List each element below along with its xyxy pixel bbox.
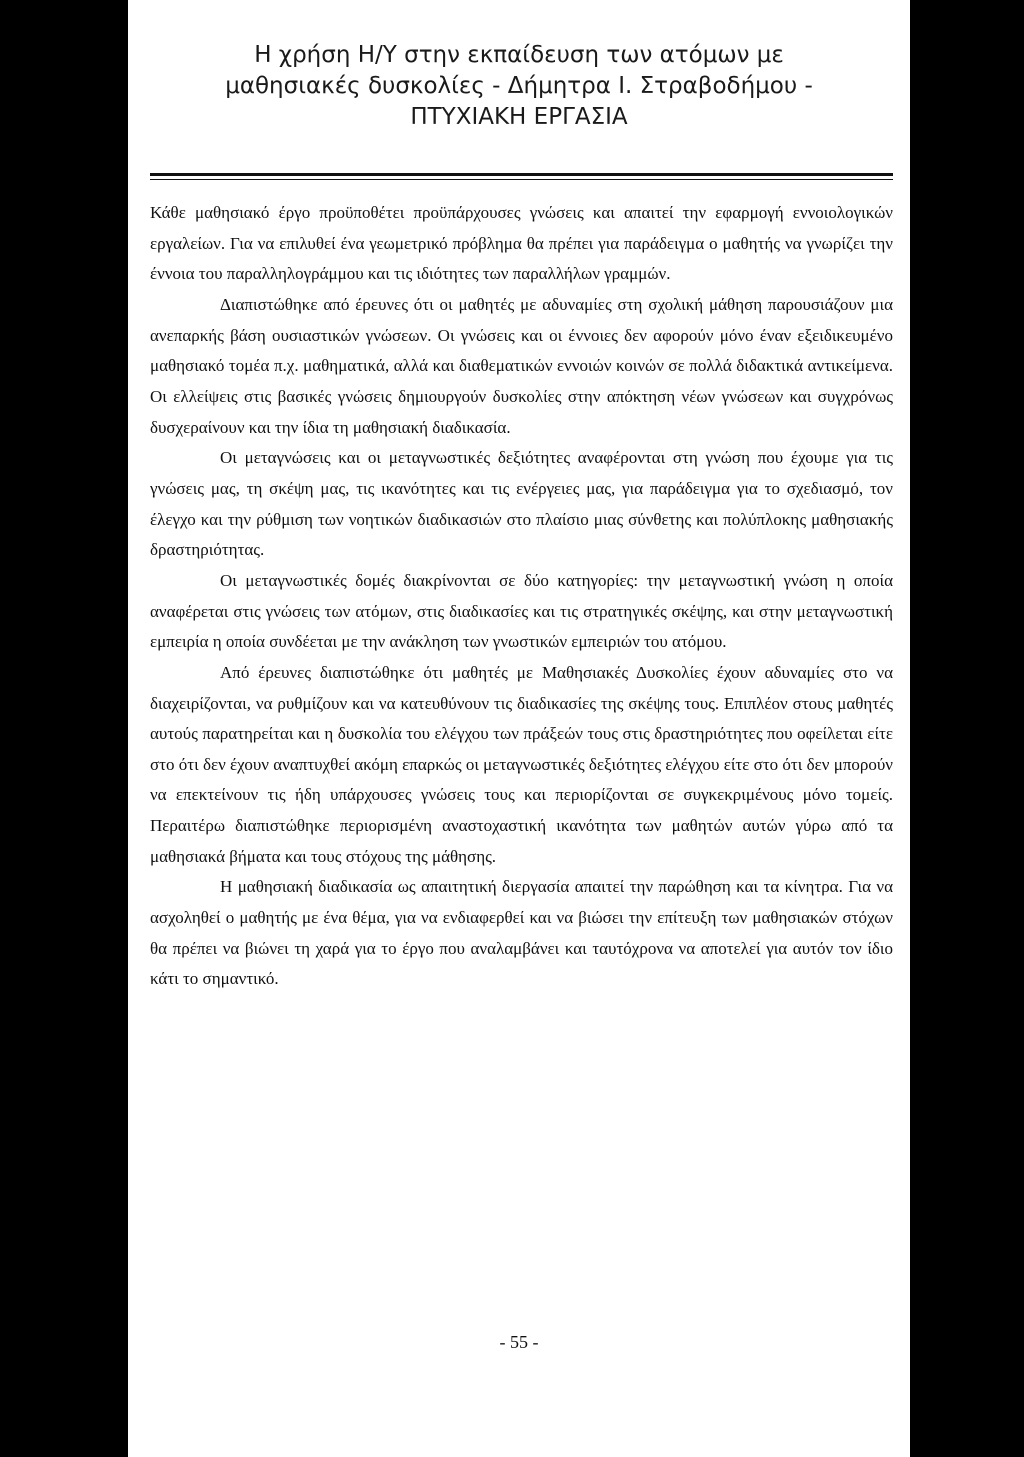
- header-line-3: ΠΤΥΧΙΑΚΗ ΕΡΓΑΣΙΑ: [410, 104, 628, 130]
- header-line-2: μαθησιακές δυσκολίες - Δήμητρα Ι. Στραβοδήμου -: [225, 73, 813, 99]
- paragraph-6: Η μαθησιακή διαδικασία ως απαιτητική διεργασία απαιτεί την παρώθηση και τα κίνητρα. Για να ασχοληθεί ο μαθητής με ένα θέμα, για να ενδιαφερθεί και να βιώσει την επίτευξη των μαθησιακών στόχων θα πρέπει να βιώνει τη χαρά για το έργο που αναλαμβάνει και ταυτόχρονα να αποτελεί για αυτόν τον ίδιο κάτι το σημαντικό.: [150, 877, 893, 989]
- paragraph-4: Οι μεταγνωστικές δομές διακρίνονται σε δύο κατηγορίες: την μεταγνωστική γνώση η οποία αναφέρεται στις γνώσεις των ατόμων, στις διαδικασίες και τις στρατηγικές σκέψης, και στην μεταγνωστική εμπειρία η οποία συνδέεται με την ανάκληση των γνωστικών εμπειριών του ατόμου.: [150, 570, 893, 652]
- body-text: [150, 198, 893, 995]
- paragraph-5: Από έρευνες διαπιστώθηκε ότι μαθητές με Μαθησιακές Δυσκολίες έχουν αδυναμίες στο να διαχειρίζονται, να ρυθμίζουν και να κατευθύνουν τις διαδικασίες της σκέψης τους. Επιπλέον στους μαθητές αυτούς παρατηρείται και η δυσκολία του ελέγχου των πράξεών τους στις δραστηριότητες που οφείλεται είτε στο ότι δεν έχουν αναπτυχθεί ακόμη επαρκώς οι μεταγνωστικές δεξιότητες ελέγχου είτε στο ότι δεν μπορούν να επεκτείνουν τις ήδη υπάρχουσες γνώσεις τους και περιορίζονται σε συγκεκριμένους μόνο τομείς. Περαιτέρω διαπιστώθηκε περιορισμένη αναστοχαστική ικανότητα των μαθητών αυτών γύρω από τα μαθησιακά βήματα και τους στόχους της μάθησης.: [150, 662, 893, 866]
- paragraph-1: Κάθε μαθησιακό έργο προϋποθέτει προϋπάρχουσες γνώσεις και απαιτεί την εφαρμογή εννοιολογικών εργαλείων. Για να επιλυθεί ένα γεωμετρικό πρόβλημα θα πρέπει για παράδειγμα ο μαθητής να γνωρίζει την έννοια του παραλληλογράμμου και τις ιδιότητες των παραλλήλων γραμμών.: [150, 203, 893, 284]
- page-number: - 55 -: [499, 1332, 539, 1352]
- header-rule: [150, 173, 893, 176]
- header-rule-thin: [150, 179, 893, 180]
- running-header: [128, 40, 910, 133]
- paragraph-2: Διαπιστώθηκε από έρευνες ότι οι μαθητές με αδυναμίες στη σχολική μάθηση παρουσιάζουν μια ανεπαρκής βάση ουσιαστικών γνώσεων. Οι γνώσεις και οι έννοιες δεν αφορούν μόνο έναν εξειδικευμένο μαθησιακό τομέα π.χ. μαθηματικά, αλλά και διαθεματικών εννοιών κοινών σε πολλά διδακτικά αντικείμενα. Οι ελλείψεις στις βασικές γνώσεις δημιουργούν δυσκολίες στην απόκτηση νέων γνώσεων και συγχρόνως δυσχεραίνουν και την ίδια τη μαθησιακή διαδικασία.: [150, 294, 893, 437]
- paragraph-3: Οι μεταγνώσεις και οι μεταγνωστικές δεξιότητες αναφέρονται στη γνώση που έχουμε για τις γνώσεις μας, τη σκέψη μας, τις ικανότητες και τις ενέργειες μας, για παράδειγμα για το σχεδιασμό, τον έλεγχο και την ρύθμιση των νοητικών διαδικασιών στο πλαίσιο μιας σύνθετης και πολύπλοκης μαθησιακής δραστηριότητας.: [150, 448, 893, 560]
- header-line-1: Η χρήση Η/Υ στην εκπαίδευση των ατόμων με: [254, 42, 784, 68]
